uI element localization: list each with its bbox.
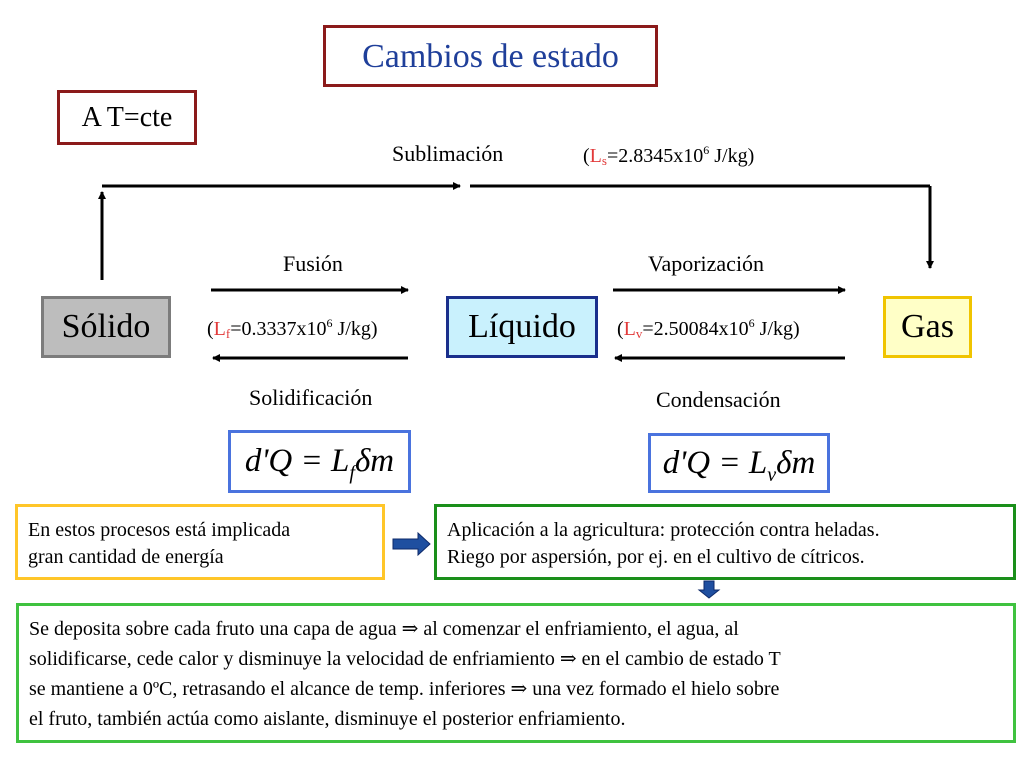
condensation-label: Condensación: [656, 387, 781, 412]
page-title: Cambios de estado: [362, 38, 619, 75]
fusion-equation: $d'Q = L_f\delta m$: [228, 430, 411, 493]
sublimation-label: Sublimación: [392, 141, 504, 166]
block-arrow-right-icon: [393, 533, 430, 555]
energy-note-line: gran cantidad de energía: [28, 546, 224, 568]
energy-note-box: [15, 504, 385, 580]
detail-note-box: [16, 603, 1016, 743]
condition-box: [57, 90, 197, 145]
detail-note-line: Se deposita sobre cada fruto una capa de agua ⇒ al comenzar el enfriamiento, el agua, al: [29, 618, 739, 640]
solid-state-box: Sólido: [41, 296, 171, 358]
block-arrow-down-icon: [699, 581, 719, 598]
latent-symbol: L: [589, 145, 602, 167]
gas-state-box: Gas: [883, 296, 972, 358]
condition-label: A T=cte: [81, 102, 173, 133]
vaporization-equation: $d'Q = L_v\delta m$: [648, 433, 830, 493]
solidification-label: Solidificación: [249, 385, 373, 410]
agriculture-note-line: Aplicación a la agricultura: protección contra heladas.: [447, 519, 880, 541]
fusion-latent-heat: ($L_f=0.3337x10^6$ J/kg): [207, 316, 378, 341]
fusion-label: Fusión: [283, 251, 343, 276]
vaporization-label: Vaporización: [648, 251, 765, 276]
detail-note-line: el fruto, también actúa como aislante, disminuye el posterior enfriamiento.: [29, 708, 626, 730]
agriculture-note-line: Riego por aspersión, por ej. en el cultivo de cítricos.: [447, 546, 865, 568]
title-box: [323, 25, 658, 87]
vaporization-latent-heat: ($L_v=2.50084x10^6$ J/kg): [617, 316, 800, 341]
detail-note-line: solidificarse, cede calor y disminuye la velocidad de enfriamiento ⇒ en el cambio de estado T: [29, 648, 781, 670]
detail-note-line: se mantiene a 0ºC, retrasando el alcance de temp. inferiores ⇒ una vez formado el hielo sobre: [29, 678, 780, 700]
energy-note-line: En estos procesos está implicada: [28, 519, 291, 541]
liquid-state-box: Líquido: [446, 296, 598, 358]
agriculture-note-box: [434, 504, 1016, 580]
sublimation-latent-heat: ($L_s=2.8345x10^6$ J/kg): [583, 143, 755, 168]
